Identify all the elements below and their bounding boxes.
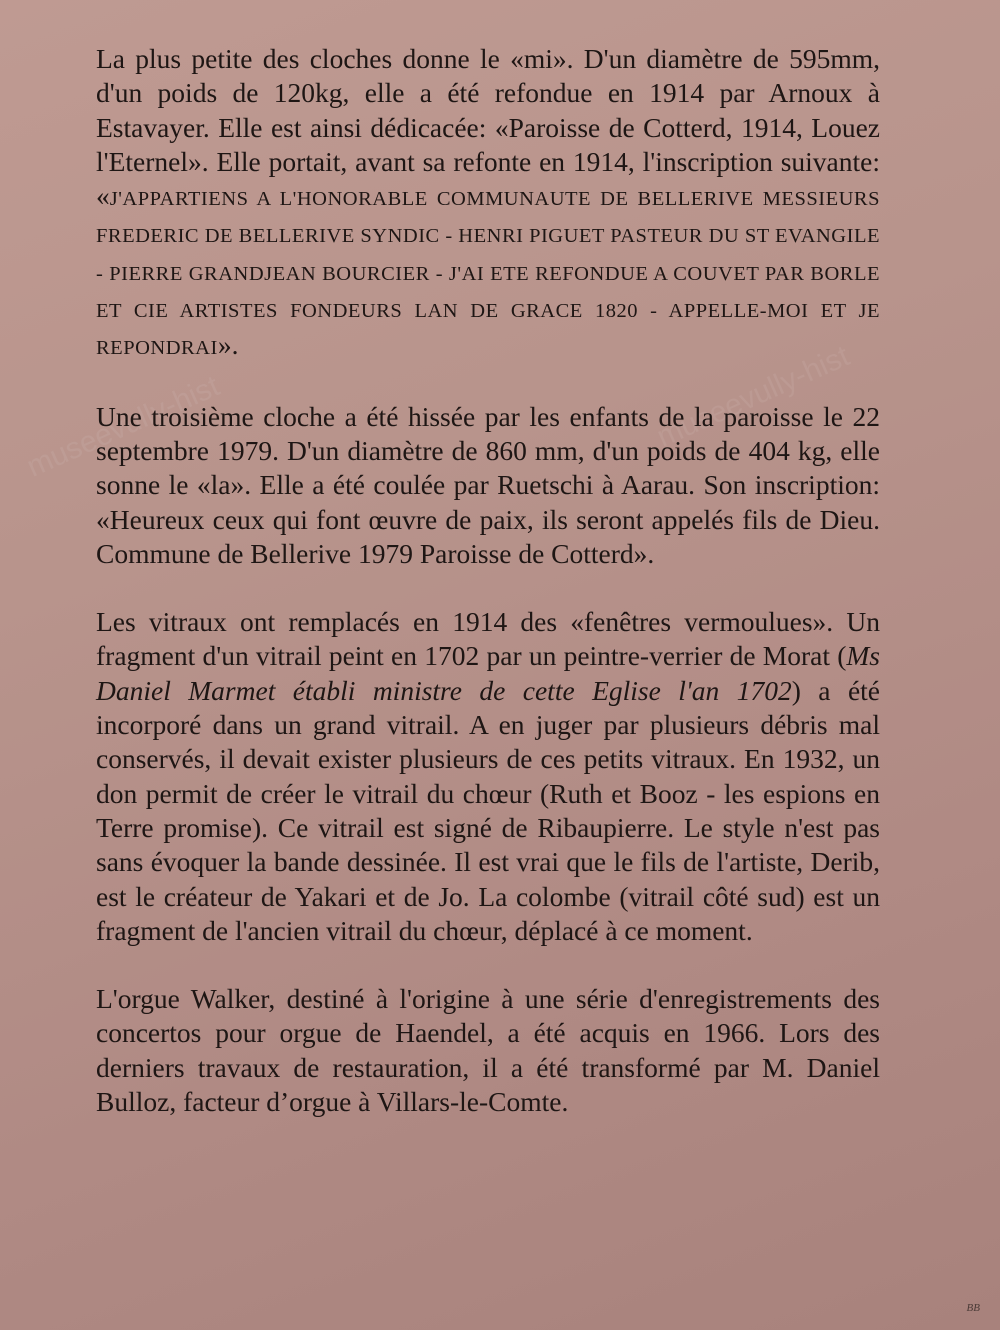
paragraph-stained-glass [96,605,880,948]
bell-inscription-caps: J'APPARTIENS A L'HONORABLE COMMUNAUTE DE BELLERIVE MESSIEURS FREDERIC DE BELLERIVE SYNDIC - HENRI PIGUET PASTEUR DU ST EVANGILE - PIERRE GRANDJEAN BOURCIER - J'AI ETE REFONDUE A COUVET PAR BORLE ET CIE ARTISTES FONDEURS LAN DE GRACE 1820 - APPELLE-MOI ET JE REPONDRAI [96,188,880,360]
watermark-text: museevully-hist [22,369,225,484]
paragraph-text: Les vitraux ont remplacés en 1914 des «fenêtres vermoulues». Un fragment d'un vitrail peint en 1702 par un peintre-verrier de Morat ( [96,606,880,672]
paragraph-organ: L'orgue Walker, destiné à l'origine à une série d'enregistrements des concertos pour orgue de Haendel, a été acquis en 1966. Lors des derniers travaux de restauration, il a été transformé par M. Daniel Bulloz, facteur d’orgue à Villars-le-Comte. [96,983,880,1118]
paragraph-text: La plus petite des cloches donne le «mi». D'un diamètre de 595mm, d'un poids de 120kg, elle a été refondue en 1914 par Arnoux à Estavayer. Elle est ainsi dédicacée: «Paroisse de Cotterd, 1914, Louez l'Eternel». Elle portait, avant sa refonte en 1914, l'inscription suivante: « [96,43,880,212]
watermark-text: museevully-hist [652,339,855,454]
paragraph-text: ». [217,329,239,361]
paragraph-third-bell: Une troisième cloche a été hissée par les enfants de la paroisse le 22 septembre 1979. D'un diamètre de 860 mm, d'un poids de 404 kg, elle sonne le «la». Elle a été coulée par Ruetschi à Aarau. Son inscription: «Heureux ceux qui font œuvre de paix, ils seront appelés fils de Dieu. Commune de Bellerive 1979 Paroisse de Cotterd». [96,400,880,569]
italic-inscription: Ms Daniel Marmet établi ministre de cette Eglise l'an 1702 [96,640,880,706]
paragraph-smallest-bell [96,42,880,366]
document-body [96,42,880,1153]
paragraph-text: ) a été incorporé dans un grand vitrail. A en juger par plusieurs débris mal conservés, il devait exister plusieurs de ces petits vitraux. En 1932, un don permit de créer le vitrail du chœur (Ruth et Booz - les espions en Terre promise). Ce vitrail est signé de Ribaupierre. Le style n'est pas sans évoquer la bande dessinée. Il est vrai que le fils de l'artiste, Derib, est le créateur de Yakari et de Jo. La colombe (vitrail côté sud) est un fragment de l'ancien vitrail du chœur, déplacé à ce moment. [96,674,880,946]
corner-signature: BB [966,1302,980,1314]
